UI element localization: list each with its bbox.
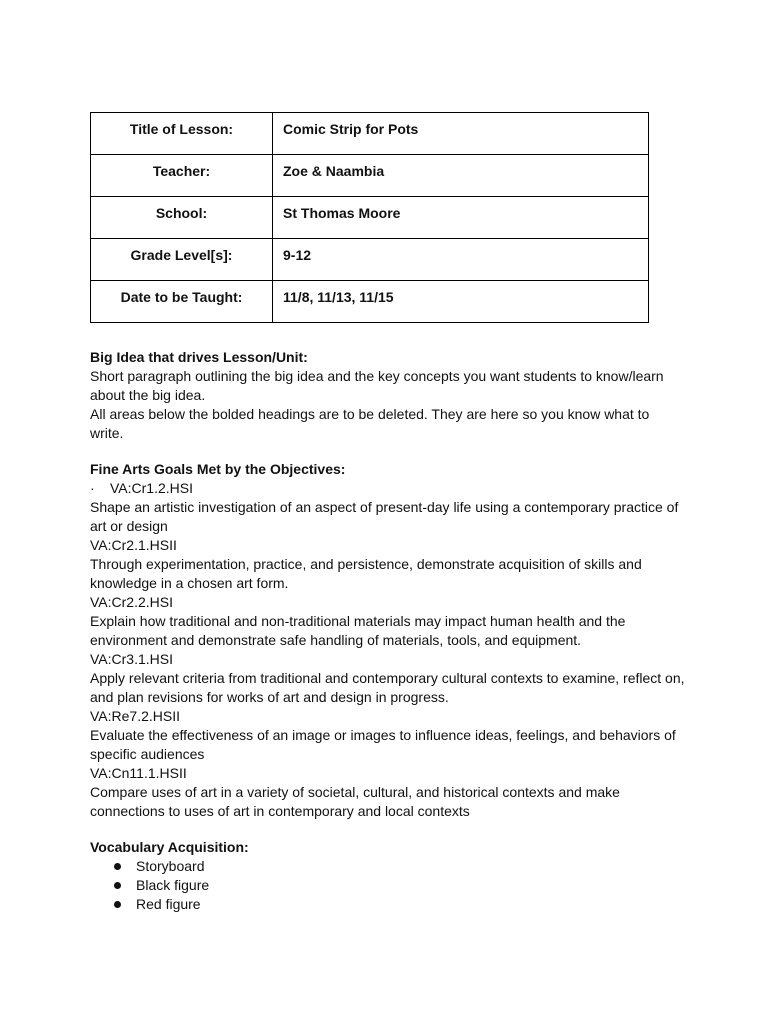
row-label: Title of Lesson:: [91, 113, 273, 155]
lesson-body: [90, 348, 690, 914]
big-idea-line: write.: [90, 425, 124, 441]
goal-code: VA:Cr2.1.HSII: [90, 537, 177, 553]
row-value: Zoe & Naambia: [273, 155, 649, 197]
goal-text: connections to uses of art in contemporary and local contexts: [90, 803, 470, 819]
bullet-icon: [114, 901, 121, 908]
table-row: [91, 239, 649, 281]
bullet-marker: ·: [90, 480, 95, 496]
big-idea-line: All areas below the bolded headings are to be deleted. They are here so you know what to: [90, 406, 650, 422]
goal-text: knowledge in a chosen art form.: [90, 575, 289, 591]
goal-code: VA:Cr2.2.HSI: [90, 594, 173, 610]
big-idea-heading: Big Idea that drives Lesson/Unit:: [90, 349, 308, 365]
vocabulary-list: [90, 857, 690, 914]
row-label: Date to be Taught:: [91, 281, 273, 323]
row-value: 9-12: [273, 239, 649, 281]
table-row: [91, 113, 649, 155]
list-item: Storyboard: [90, 857, 690, 876]
goal-code: VA:Cn11.1.HSII: [90, 765, 187, 781]
goal-text: Through experimentation, practice, and persistence, demonstrate acquisition of skills and: [90, 556, 642, 572]
big-idea-line: about the big idea.: [90, 387, 206, 403]
bullet-icon: [114, 863, 121, 870]
table-row: [91, 281, 649, 323]
list-item: Red figure: [90, 895, 690, 914]
row-label: Grade Level[s]:: [91, 239, 273, 281]
row-value: 11/8, 11/13, 11/15: [273, 281, 649, 323]
list-item: Black figure: [90, 876, 690, 895]
fine-arts-heading: Fine Arts Goals Met by the Objectives:: [90, 461, 346, 477]
goal-text: Compare uses of art in a variety of societal, cultural, and historical contexts and make: [90, 784, 620, 800]
bullet-icon: [114, 882, 121, 889]
goal-text: art or design: [90, 518, 168, 534]
lesson-info-table: [90, 112, 649, 323]
vocabulary-heading: Vocabulary Acquisition:: [90, 839, 249, 855]
goal-text: and plan revisions for works of art and design in progress.: [90, 689, 449, 705]
goal-code: · VA:Cr1.2.HSI: [90, 480, 193, 496]
goal-text: Apply relevant criteria from traditional and contemporary cultural contexts to examine, reflect on,: [90, 670, 685, 686]
goal-text: environment and demonstrate safe handling of materials, tools, and equipment.: [90, 632, 582, 648]
goal-code: VA:Cr3.1.HSI: [90, 651, 173, 667]
big-idea-line: Short paragraph outlining the big idea and the key concepts you want students to know/learn: [90, 368, 664, 384]
goal-code: VA:Re7.2.HSII: [90, 708, 181, 724]
row-label: School:: [91, 197, 273, 239]
table-row: [91, 197, 649, 239]
goal-text: specific audiences: [90, 746, 205, 762]
goal-text: Shape an artistic investigation of an aspect of present-day life using a contemporary practice of: [90, 499, 679, 515]
row-value: St Thomas Moore: [273, 197, 649, 239]
row-label: Teacher:: [91, 155, 273, 197]
goal-text: Evaluate the effectiveness of an image or images to influence ideas, feelings, and behaviors of: [90, 727, 676, 743]
row-value: Comic Strip for Pots: [273, 113, 649, 155]
goal-text: Explain how traditional and non-traditional materials may impact human health and the: [90, 613, 626, 629]
table-row: [91, 155, 649, 197]
